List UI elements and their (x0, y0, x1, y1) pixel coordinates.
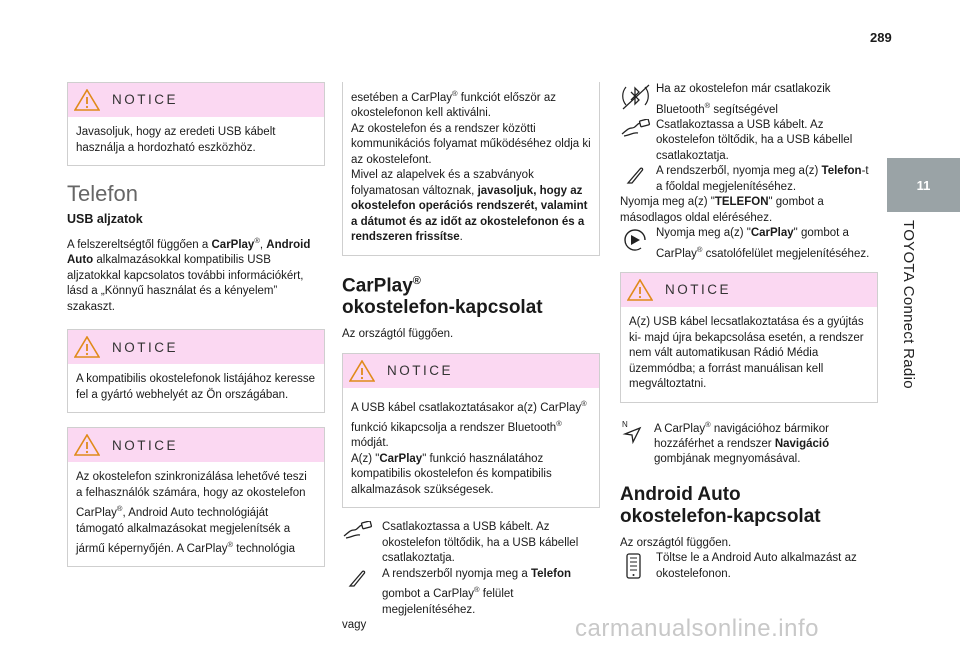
notice-body (343, 82, 599, 255)
notice-text (76, 470, 316, 557)
text-run: " gombot a másodlagos oldal eléréséhez. (620, 196, 824, 224)
text-run: Nyomja meg a(z) " (620, 196, 715, 209)
text-run: Az okostelefon szinkronizálása lehetővé teszi a felhasználók számára, hogy az okostelefon CarPlay (76, 471, 307, 520)
chapter-number: 11 (916, 177, 931, 193)
chapter-tab (887, 158, 960, 212)
text-run: felület megjelenítéséhez. (382, 588, 514, 616)
column-2 (342, 82, 600, 642)
notice-title: NOTICE (112, 92, 179, 108)
notice-text (351, 396, 591, 452)
text-run: A rendszerből nyomja meg a (382, 567, 531, 580)
step-text (342, 567, 600, 618)
notice-text: Az okostelefon és a rendszer közötti kommunikációs folyamat működéséhez oldja ki az okostelefont. (351, 122, 591, 166)
bold-run: Telefon (821, 165, 862, 178)
page-number: 289 (870, 30, 892, 45)
notice-text: A(z) USB kábel lecsatlakoztatása és a gyújtás ki- majd újra bekapcsolása esetén, a rendszer nem vált automatikusan Rádió Média üzemmódba; a forrást manuálisan kell megváltoztatni. (629, 316, 864, 391)
bold-run: CarPlay (379, 452, 423, 465)
reg-mark: ® (696, 244, 703, 254)
finger-tap-icon (342, 568, 372, 588)
reg-mark: ® (704, 100, 711, 110)
smartphone-download-icon (620, 552, 648, 582)
step-text: Csatlakoztassa a USB kábelt. Az okostelefon töltődik, ha a USB kábellel csatlakoztatja. (382, 521, 579, 565)
android-auto-heading (620, 484, 878, 528)
step-carplay (620, 226, 878, 262)
reg-mark: ® (474, 585, 480, 595)
text-run: segítségével (710, 103, 778, 116)
notice-title: NOTICE (665, 282, 732, 298)
watermark: carmanualsonline.info (575, 615, 819, 642)
subsection-title: USB aljzatok (67, 211, 143, 226)
notice-header (343, 354, 599, 388)
step-text (620, 226, 878, 262)
heading-line: Android Auto (620, 483, 741, 505)
bold-run: CarPlay (750, 227, 794, 240)
column-1 (67, 82, 325, 579)
text-run: -t a főoldal megjelenítéséhez. (656, 165, 869, 193)
text-run: gombot a CarPlay (382, 588, 475, 601)
notice-box (342, 353, 600, 509)
usb-paragraph (67, 233, 325, 315)
step-text (620, 417, 878, 468)
reg-mark: ® (556, 418, 562, 428)
heading-line: okostelefon-kapcsolat (620, 505, 821, 527)
step-usb (620, 118, 878, 165)
text-run: technológia (233, 542, 296, 555)
warning-icon (74, 434, 100, 456)
text-run: navigációhoz bármikor hozzáférhet a rendszer (654, 422, 829, 450)
chapter-title: TOYOTA Connect Radio (900, 220, 917, 389)
warning-icon (74, 336, 100, 358)
notice-body (68, 117, 324, 165)
notice-body (68, 364, 324, 412)
notice-body (621, 307, 877, 402)
notice-title: NOTICE (387, 362, 454, 378)
heading-line: okostelefon-kapcsolat (342, 297, 543, 319)
step-text: Csatlakoztassa a USB kábelt. Az okostelefon töltődik, ha a USB kábellel csatlakoztatja. (656, 118, 853, 162)
notice-text (351, 86, 591, 122)
finger-tap-icon (620, 165, 650, 185)
text-run: " funkció használatához kompatibilis okostelefon és kompatibilis alkalmazások szükségesek. (351, 452, 552, 496)
or-text: vagy (342, 619, 367, 632)
text-run: alkalmazásokkal kompatibilis USB aljzatokkal kapcsolatos további információkért, lásd a „Könnyű használat és a kényelem” szakaszt. (67, 254, 304, 313)
text-run: Ha az okostelefon már csatlakozik Bluetooth (656, 83, 831, 116)
text-run: Nyomja meg a(z) " (656, 227, 751, 240)
text-run: A felszereltségtől függően a (67, 238, 212, 251)
bold-run: javasoljuk, hogy az okostelefon operációs rendszerét, valamint a dátumot és az időt az okostelefonon és a rendszeren frissítse (351, 184, 588, 244)
text-run: módját. (351, 437, 389, 450)
notice-box (67, 329, 325, 413)
carplay-heading (342, 270, 600, 319)
usb-cable-icon (342, 521, 374, 539)
reg-mark: ® (581, 398, 587, 408)
step-phone (620, 164, 878, 195)
android-auto-term: Android Auto (67, 238, 311, 267)
notice-header (68, 83, 324, 117)
notice-box (620, 272, 878, 403)
notice-text (351, 452, 591, 499)
section-title: Telefon (67, 181, 138, 206)
notice-title: NOTICE (112, 339, 179, 355)
text-run: Mivel az alapelvek és a szabványok folyamatosan változnak, (351, 169, 534, 197)
notice-body (68, 462, 324, 566)
text-run: A(z) " (351, 452, 380, 465)
navigation-icon (620, 418, 646, 444)
bold-run: Navigáció (774, 437, 830, 450)
bluetooth-icon (620, 83, 652, 113)
notice-title: NOTICE (112, 437, 179, 453)
step-bluetooth (620, 82, 878, 118)
carplay-icon (620, 227, 650, 253)
text-run: A USB kábel csatlakoztatásakor a(z) CarPlay (351, 401, 582, 414)
telefon-step (620, 195, 878, 226)
step-text (620, 82, 878, 118)
heading-line: CarPlay (342, 275, 413, 297)
carplay-term: CarPlay (211, 238, 255, 251)
text-run: . (459, 231, 463, 244)
text-run: csatolófelület megjelenítéséhez. (702, 247, 870, 260)
country-note: Az országtól függően. (342, 328, 454, 341)
step-usb (342, 520, 600, 567)
notice-text (351, 168, 591, 246)
reg-mark: ® (227, 540, 234, 550)
text-run: , Android Auto technológiáját támogató alkalmazásokat megjelenítsék a jármű képernyőjén. A CarPlay (76, 507, 291, 555)
text-run: A rendszerből, nyomja meg a(z) (656, 165, 822, 178)
text-run: " gombot a CarPlay (656, 227, 849, 260)
notice-text: A kompatibilis okostelefonok listájához keresse fel a gyártó webhelyét az Ön országában. (76, 373, 316, 401)
text-run: funkció kikapcsolja a rendszer Bluetooth (351, 421, 557, 434)
text-run: esetében a CarPlay (351, 91, 453, 104)
notice-header (621, 273, 877, 307)
notice-text: Javasoljuk, hogy az eredeti USB kábelt használja a hordozható eszközhöz. (76, 126, 276, 154)
reg-mark: ® (705, 419, 711, 429)
usb-cable-icon (620, 119, 652, 137)
step-navigation (620, 417, 878, 468)
notice-box (67, 82, 325, 166)
notice-header (68, 330, 324, 364)
notice-box-continued (342, 82, 600, 256)
reg-mark: ® (452, 89, 458, 98)
bold-run: TELEFON (714, 196, 769, 209)
reg-mark: ® (254, 236, 260, 245)
text-run: funkciót először az okostelefonon kell aktiválni. (351, 91, 556, 120)
step-download (620, 551, 878, 582)
step-text: Töltse le a Android Auto alkalmazást az okostelefonon. (656, 552, 857, 580)
reg-mark: ® (412, 274, 421, 287)
text-run: A CarPlay (654, 422, 706, 435)
notice-body (343, 388, 599, 508)
warning-icon (349, 360, 375, 382)
warning-icon (74, 89, 100, 111)
text-run: , (259, 238, 267, 251)
text-run: gombjának megnyomásával. (654, 453, 801, 466)
column-3 (620, 82, 878, 582)
notice-header (68, 428, 324, 462)
reg-mark: ® (116, 504, 123, 514)
notice-box (67, 427, 325, 567)
bold-run: Telefon (530, 567, 571, 580)
warning-icon (627, 279, 653, 301)
svg-text:N: N (622, 419, 628, 429)
step-text (620, 164, 878, 195)
step-phone (342, 567, 600, 618)
country-note: Az országtól függően. (620, 536, 732, 549)
